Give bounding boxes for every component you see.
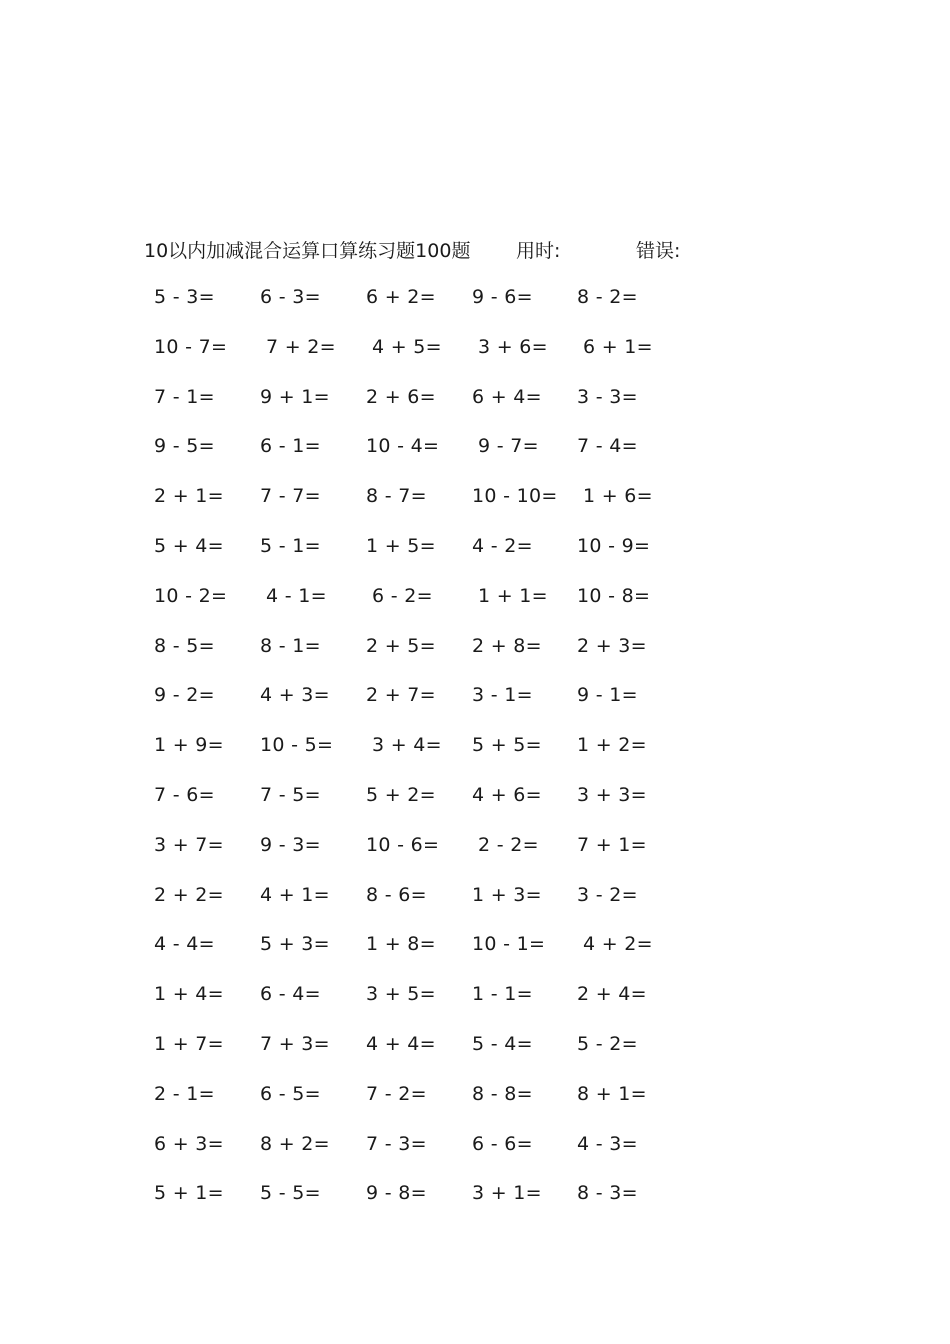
- problem-item: 5 - 1=: [260, 535, 321, 557]
- problem-row: [0, 684, 950, 710]
- problem-item: 8 - 8=: [472, 1082, 533, 1105]
- problem-item: 2 + 3=: [577, 634, 647, 657]
- problem-item: 6 - 2=: [372, 584, 433, 607]
- problem-item: 6 - 3=: [260, 286, 321, 308]
- problem-row: [0, 884, 950, 910]
- problem-item: 7 + 2=: [266, 335, 336, 358]
- problem-item: 3 - 3=: [577, 385, 638, 408]
- problem-item: 9 - 2=: [154, 684, 215, 707]
- problem-item: 4 + 5=: [372, 335, 442, 358]
- problem-row: [0, 933, 950, 959]
- problem-item: 6 - 5=: [260, 1082, 321, 1105]
- problem-item: 8 - 5=: [154, 634, 215, 657]
- problem-item: 7 + 3=: [260, 1033, 330, 1055]
- problem-item: 6 + 4=: [472, 385, 542, 408]
- problem-item: 5 + 1=: [154, 1182, 224, 1205]
- problem-row: [0, 485, 950, 511]
- problem-item: 1 + 1=: [478, 584, 548, 607]
- problem-item: 10 - 6=: [366, 833, 440, 856]
- problem-item: 8 - 6=: [366, 883, 427, 906]
- problem-item: 4 + 2=: [583, 933, 653, 956]
- problem-row: [0, 585, 950, 611]
- problem-item: 7 + 1=: [577, 833, 647, 856]
- problem-item: 10 - 7=: [154, 335, 228, 358]
- problem-item: 4 - 4=: [154, 933, 215, 956]
- problem-item: 10 - 10=: [472, 485, 558, 508]
- problem-item: 6 + 1=: [583, 335, 653, 358]
- problem-item: 1 + 9=: [154, 734, 224, 757]
- problem-item: 4 - 3=: [577, 1132, 638, 1155]
- problem-row: [0, 834, 950, 860]
- problem-item: 3 + 7=: [154, 833, 224, 856]
- problem-item: 5 - 3=: [154, 286, 215, 308]
- problem-row: [0, 535, 950, 561]
- problem-item: 9 - 5=: [154, 435, 215, 458]
- problem-item: 1 + 3=: [472, 883, 542, 906]
- problem-item: 8 - 1=: [260, 634, 321, 657]
- problem-item: 10 - 2=: [154, 584, 228, 607]
- problem-item: 4 + 1=: [260, 883, 330, 906]
- problem-item: 2 - 2=: [478, 833, 539, 856]
- problem-item: 10 - 9=: [577, 535, 651, 557]
- problem-item: 10 - 5=: [260, 734, 334, 757]
- problem-item: 3 - 2=: [577, 883, 638, 906]
- problem-item: 5 + 4=: [154, 535, 224, 557]
- problem-item: 1 + 7=: [154, 1033, 224, 1055]
- problem-item: 5 + 3=: [260, 933, 330, 956]
- problem-item: 4 + 4=: [366, 1033, 436, 1055]
- problem-item: 9 - 7=: [478, 435, 539, 458]
- problem-item: 10 - 8=: [577, 584, 651, 607]
- problem-item: 3 + 1=: [472, 1182, 542, 1205]
- problem-item: 2 + 7=: [366, 684, 436, 707]
- problem-item: 2 + 2=: [154, 883, 224, 906]
- problem-item: 1 + 4=: [154, 983, 224, 1006]
- problem-item: 5 - 2=: [577, 1033, 638, 1055]
- worksheet-title: 10以内加减混合运算口算练习题100题: [144, 240, 471, 262]
- problem-item: 9 - 8=: [366, 1182, 427, 1205]
- problem-item: 7 - 3=: [366, 1132, 427, 1155]
- problem-item: 2 + 8=: [472, 634, 542, 657]
- problem-item: 5 - 5=: [260, 1182, 321, 1205]
- problem-item: 2 - 1=: [154, 1082, 215, 1105]
- problem-item: 9 - 3=: [260, 833, 321, 856]
- problem-row: [0, 435, 950, 461]
- problem-item: 5 + 5=: [472, 734, 542, 757]
- problem-item: 4 - 2=: [472, 535, 533, 557]
- problem-row: [0, 1133, 950, 1159]
- problem-item: 10 - 1=: [472, 933, 546, 956]
- problem-item: 5 - 4=: [472, 1033, 533, 1055]
- problem-item: 8 - 2=: [577, 286, 638, 308]
- problem-item: 7 - 2=: [366, 1082, 427, 1105]
- problem-item: 3 + 3=: [577, 784, 647, 806]
- problem-row: [0, 734, 950, 760]
- problem-item: 8 + 2=: [260, 1132, 330, 1155]
- problem-item: 6 - 6=: [472, 1132, 533, 1155]
- problem-row: [0, 983, 950, 1009]
- problem-item: 2 + 5=: [366, 634, 436, 657]
- problem-item: 8 - 3=: [577, 1182, 638, 1205]
- problem-item: 7 - 7=: [260, 485, 321, 508]
- problem-item: 10 - 4=: [366, 435, 440, 458]
- problem-row: [0, 635, 950, 661]
- problem-row: [0, 1083, 950, 1109]
- problem-row: [0, 1033, 950, 1059]
- problem-item: 9 - 6=: [472, 286, 533, 308]
- problem-item: 6 + 2=: [366, 286, 436, 308]
- problem-item: 9 - 1=: [577, 684, 638, 707]
- problem-item: 2 + 6=: [366, 385, 436, 408]
- problem-row: [0, 286, 950, 312]
- problem-item: 1 + 5=: [366, 535, 436, 557]
- problem-item: 2 + 1=: [154, 485, 224, 508]
- problem-item: 7 - 1=: [154, 385, 215, 408]
- problem-item: 3 + 5=: [366, 983, 436, 1006]
- problem-item: 3 - 1=: [472, 684, 533, 707]
- problem-item: 8 - 7=: [366, 485, 427, 508]
- problem-item: 4 + 3=: [260, 684, 330, 707]
- problem-item: 4 + 6=: [472, 784, 542, 806]
- time-label: 用时:: [516, 240, 561, 262]
- problem-row: [0, 784, 950, 810]
- problem-row: [0, 1182, 950, 1208]
- problem-item: 6 + 3=: [154, 1132, 224, 1155]
- problem-item: 4 - 1=: [266, 584, 327, 607]
- problem-row: [0, 336, 950, 362]
- problem-item: 1 + 2=: [577, 734, 647, 757]
- problem-item: 3 + 6=: [478, 335, 548, 358]
- problem-item: 1 + 8=: [366, 933, 436, 956]
- error-label: 错误:: [636, 240, 681, 262]
- problem-item: 8 + 1=: [577, 1082, 647, 1105]
- problem-item: 5 + 2=: [366, 784, 436, 806]
- problem-item: 7 - 4=: [577, 435, 638, 458]
- problem-row: [0, 386, 950, 412]
- problem-item: 1 + 6=: [583, 485, 653, 508]
- problem-item: 6 - 1=: [260, 435, 321, 458]
- problem-item: 9 + 1=: [260, 385, 330, 408]
- problem-item: 7 - 6=: [154, 784, 215, 806]
- problem-item: 7 - 5=: [260, 784, 321, 806]
- problem-item: 2 + 4=: [577, 983, 647, 1006]
- problem-item: 3 + 4=: [372, 734, 442, 757]
- problem-item: 1 - 1=: [472, 983, 533, 1006]
- problem-item: 6 - 4=: [260, 983, 321, 1006]
